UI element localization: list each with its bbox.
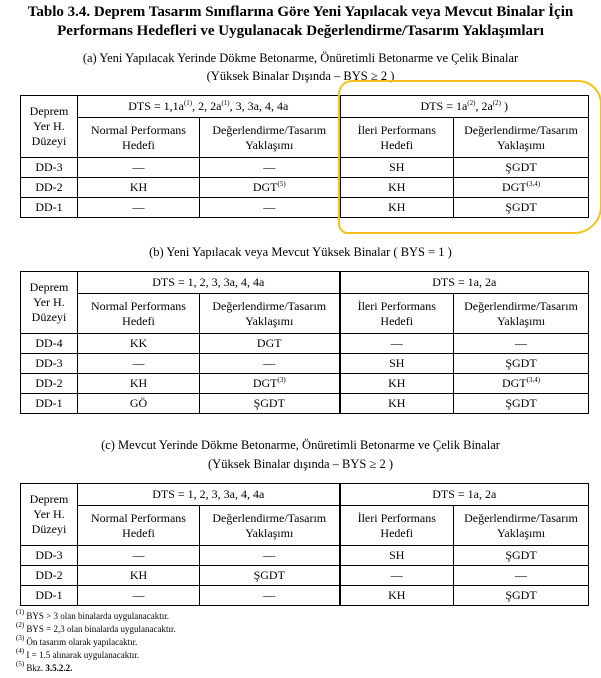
dts-right-header: DTS = 1a, 2a	[340, 272, 589, 294]
adv-eval-cell: —	[454, 334, 589, 354]
level-cell: DD-3	[21, 354, 78, 374]
level-header: Deprem Yer H. Düzeyi	[21, 272, 78, 334]
footnote-5: $^{(5)}$ Bkz. 3.5.2.2.	[16, 660, 73, 673]
level-cell: DD-3	[21, 158, 78, 178]
normal-cell: —	[78, 546, 200, 566]
normal-performance-header: Normal Performans Hedefi	[78, 118, 200, 158]
evaluation-approach-header: Değerlendirme/Tasarım Yaklaşımı	[200, 506, 340, 546]
section-b-table	[20, 271, 589, 414]
table-row	[21, 546, 589, 566]
eval-cell: ŞGDT	[200, 394, 340, 414]
adv-cell: SH	[340, 354, 454, 374]
section-b-subtitle: (b) Yeni Yapılacak veya Mevcut Yüksek Binalar ( BYS = 1 )	[149, 245, 452, 259]
table-title-line-2: Performans Hedefleri ve Uygulanacak Değerlendirme/Tasarım Yaklaşımları	[57, 23, 544, 39]
table-row	[21, 158, 589, 178]
adv-cell: —	[340, 566, 454, 586]
level-cell: DD-4	[21, 334, 78, 354]
eval-cell: DGT$^{(3)}$	[200, 374, 340, 394]
level-header: Deprem Yer H. Düzeyi	[21, 484, 78, 546]
normal-cell: KK	[78, 334, 200, 354]
adv-eval-cell: DGT$^{(3,4)}$	[454, 374, 589, 394]
normal-performance-header: Normal Performans Hedefi	[78, 294, 200, 334]
adv-cell: —	[340, 334, 454, 354]
eval-cell: —	[200, 198, 340, 218]
table-title	[0, 3, 601, 41]
eval-cell: ŞGDT	[200, 566, 340, 586]
dts-left-header: DTS = $1,1a^{(1)}$, 2, $2a^{(1)}$, 3, 3a, 4, 4a	[78, 96, 340, 118]
table-row	[21, 394, 589, 414]
normal-cell: GÖ	[78, 394, 200, 414]
adv-eval-cell: ŞGDT	[454, 354, 589, 374]
eval-cell: —	[200, 546, 340, 566]
adv-eval-cell: ŞGDT	[454, 586, 589, 606]
level-cell: DD-1	[21, 586, 78, 606]
adv-cell: SH	[340, 158, 454, 178]
normal-performance-header: Normal Performans Hedefi	[78, 506, 200, 546]
advanced-performance-header: İleri Performans Hedefi	[340, 118, 454, 158]
section-a-subtitle-2: (Yüksek Binalar Dışında – BYS ≥ 2 )	[206, 69, 395, 83]
advanced-evaluation-header: Değerlendirme/Tasarım Yaklaşımı	[454, 118, 589, 158]
dts-left-header: DTS = 1, 2, 3, 3a, 4, 4a	[78, 484, 340, 506]
level-cell: DD-2	[21, 566, 78, 586]
normal-cell: —	[78, 354, 200, 374]
normal-cell: —	[78, 586, 200, 606]
footnote-2: $^{(2)}$ BYS = 2,3 olan binalarda uygulanacaktır.	[16, 621, 176, 634]
section-c-table	[20, 483, 589, 606]
section-c-subtitle-2: (Yüksek Binalar dışında – BYS ≥ 2 )	[208, 457, 393, 471]
normal-cell: KH	[78, 374, 200, 394]
level-cell: DD-1	[21, 394, 78, 414]
level-cell: DD-1	[21, 198, 78, 218]
level-header: Deprem Yer H. Düzeyi	[21, 96, 78, 158]
adv-eval-cell: ŞGDT	[454, 198, 589, 218]
adv-cell: KH	[340, 394, 454, 414]
footnote-1: $^{(1)}$ BYS > 3 olan binalarda uygulanacaktır.	[16, 608, 169, 621]
advanced-performance-header: İleri Performans Hedefi	[340, 506, 454, 546]
section-c-subtitle-1: (c) Mevcut Yerinde Dökme Betonarme, Önüretimli Betonarme ve Çelik Binalar	[101, 438, 500, 452]
normal-cell: KH	[78, 178, 200, 198]
eval-cell: —	[200, 158, 340, 178]
table-title-line-1: Tablo 3.4. Deprem Tasarım Sınıflarına Göre Yeni Yapılacak veya Mevcut Binalar İçin	[27, 4, 574, 20]
section-a-table	[20, 95, 589, 218]
table-row	[21, 566, 589, 586]
eval-cell: —	[200, 586, 340, 606]
adv-eval-cell: ŞGDT	[454, 158, 589, 178]
adv-cell: KH	[340, 198, 454, 218]
eval-cell: DGT$^{(5)}$	[200, 178, 340, 198]
evaluation-approach-header: Değerlendirme/Tasarım Yaklaşımı	[200, 294, 340, 334]
footnotes	[16, 610, 176, 675]
adv-cell: KH	[340, 178, 454, 198]
adv-eval-cell: ŞGDT	[454, 546, 589, 566]
evaluation-approach-header: Değerlendirme/Tasarım Yaklaşımı	[200, 118, 340, 158]
level-cell: DD-3	[21, 546, 78, 566]
advanced-performance-header: İleri Performans Hedefi	[340, 294, 454, 334]
level-cell: DD-2	[21, 178, 78, 198]
level-cell: DD-2	[21, 374, 78, 394]
dts-right-header: DTS = $1a^{(2)}$, $2a^{(2)}$ )	[340, 96, 589, 118]
dts-left-header: DTS = 1, 2, 3, 3a, 4, 4a	[78, 272, 340, 294]
eval-cell: DGT	[200, 334, 340, 354]
adv-cell: KH	[340, 374, 454, 394]
adv-eval-cell: ŞGDT	[454, 394, 589, 414]
normal-cell: —	[78, 158, 200, 178]
table-row	[21, 586, 589, 606]
table-row	[21, 374, 589, 394]
adv-cell: KH	[340, 586, 454, 606]
section-a-subtitle-1: (a) Yeni Yapılacak Yerinde Dökme Betonarme, Önüretimli Betonarme ve Çelik Binalar	[82, 51, 519, 65]
adv-eval-cell: —	[454, 566, 589, 586]
adv-eval-cell: DGT$^{(3,4)}$	[454, 178, 589, 198]
advanced-evaluation-header: Değerlendirme/Tasarım Yaklaşımı	[454, 506, 589, 546]
table-row	[21, 334, 589, 354]
footnote-3: $^{(3)}$ Ön tasarım olarak yapılacaktır.	[16, 634, 138, 647]
normal-cell: KH	[78, 566, 200, 586]
adv-cell: SH	[340, 546, 454, 566]
normal-cell: —	[78, 198, 200, 218]
dts-right-header: DTS = 1a, 2a	[340, 484, 589, 506]
table-row	[21, 178, 589, 198]
advanced-evaluation-header: Değerlendirme/Tasarım Yaklaşımı	[454, 294, 589, 334]
footnote-4: $^{(4)}$ I = 1.5 alınarak uygulanacaktır.	[16, 647, 139, 660]
eval-cell: —	[200, 354, 340, 374]
table-row	[21, 198, 589, 218]
table-row	[21, 354, 589, 374]
